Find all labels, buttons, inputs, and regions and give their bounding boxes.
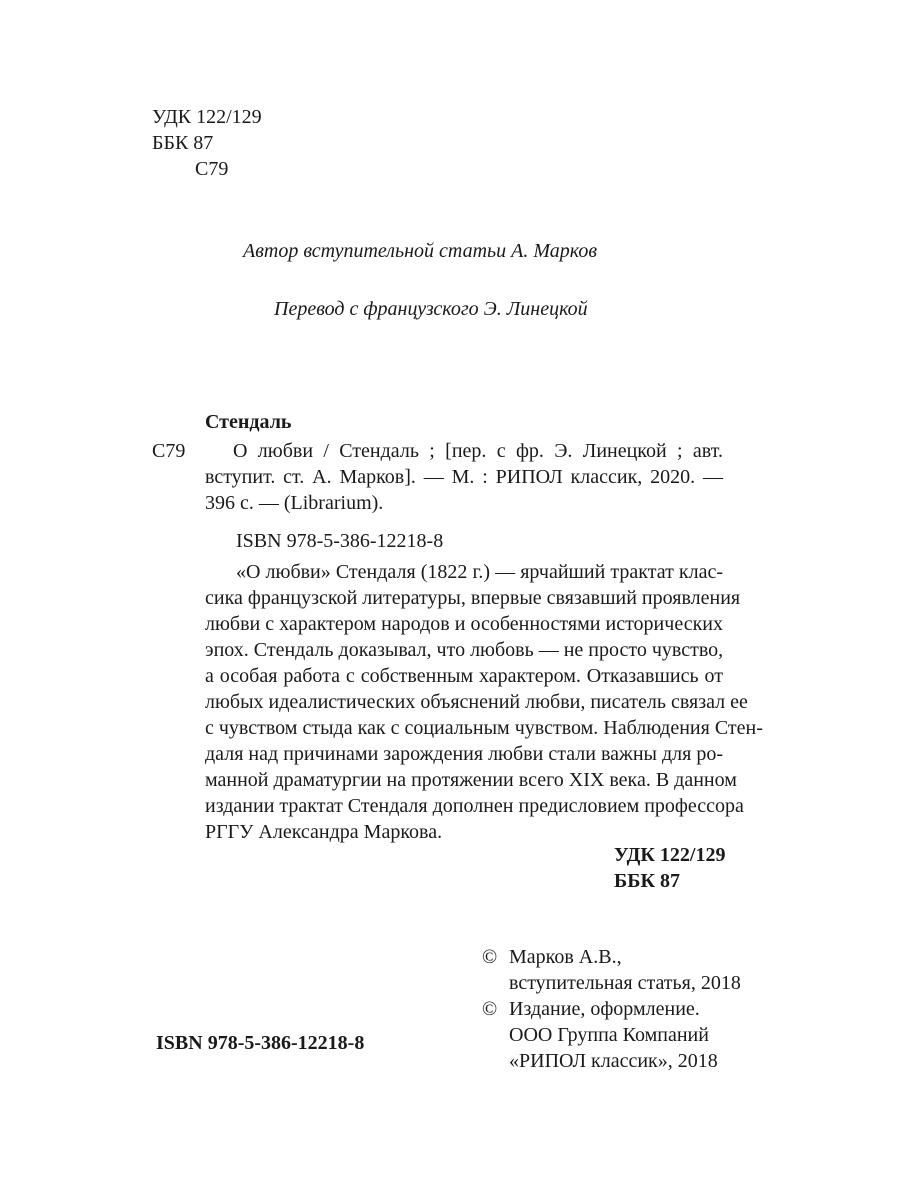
annotation-line: любых идеалистических объяснений любви, писатель связал ее — [205, 691, 748, 713]
copyright-line: Издание, оформление. — [509, 998, 700, 1020]
annotation-line: РГГУ Александра Маркова. — [205, 821, 443, 843]
annotation-line: издании трактат Стендаля дополнен предисловием профессора — [205, 795, 744, 817]
biblio-line: вступит. ст. А. Марков]. — М. : РИПОЛ классик, 2020. — — [205, 466, 723, 488]
record-bbk: ББК 87 — [614, 870, 680, 892]
copyright-entry-cont — [482, 1022, 742, 1048]
bbk-code: ББК 87 — [152, 132, 214, 154]
annotation-line: любви с характером народов и особенностями исторических — [205, 613, 723, 635]
copyright-entry-cont — [482, 1048, 742, 1074]
author-heading: Стендаль — [205, 411, 292, 433]
copyright-entry — [482, 996, 742, 1022]
intro-author-credit: Автор вступительной статьи А. Марков — [243, 240, 598, 262]
record-udk: УДК 122/129 — [614, 844, 726, 866]
annotation — [205, 559, 763, 845]
annotation-line: «О любви» Стендаля (1822 г.) — ярчайший трактат клас- — [236, 561, 723, 583]
annotation-line: а особая работа с собственным характером. Отказавшись от — [205, 665, 723, 687]
copyright-entry-cont — [482, 970, 742, 996]
bibliographic-description — [205, 438, 723, 516]
record-author-sign: С79 — [152, 440, 186, 462]
copyright-line: «РИПОЛ классик», 2018 — [509, 1050, 718, 1072]
annotation-line: эпох. Стендаль доказывал, что любовь — не просто чувство, — [205, 639, 724, 661]
copyright-line: вступительная статья, 2018 — [509, 972, 741, 994]
author-sign: С79 — [195, 158, 229, 180]
annotation-line: даля над причинами зарождения любви стали важны для ро- — [205, 743, 723, 765]
annotation-line: сика французской литературы, впервые связавший проявления — [205, 587, 741, 609]
biblio-line: О любви / Стендаль ; [пер. с фр. Э. Линецкой ; авт. — [233, 440, 723, 462]
annotation-line: манной драматургии на протяжении всего XIX века. В данном — [205, 769, 737, 791]
bottom-isbn: ISBN 978-5-386-12218-8 — [156, 1032, 365, 1054]
copyright-block — [482, 944, 742, 1074]
translator-credit: Перевод с французского Э. Линецкой — [274, 298, 588, 320]
biblio-line: 396 с. — (Librarium). — [205, 492, 384, 514]
copyright-icon: © — [482, 946, 498, 968]
copyright-entry — [482, 944, 742, 970]
udk-code: УДК 122/129 — [152, 106, 262, 128]
copyright-line: ООО Группа Компаний — [509, 1024, 709, 1046]
classification-codes-top — [152, 104, 262, 182]
copyright-icon: © — [482, 998, 498, 1020]
record-isbn: ISBN 978-5-386-12218-8 — [236, 530, 444, 552]
copyright-line: Марков А.В., — [509, 946, 622, 968]
annotation-line: с чувством стыда как с социальным чувством. Наблюдения Стен- — [205, 717, 763, 739]
